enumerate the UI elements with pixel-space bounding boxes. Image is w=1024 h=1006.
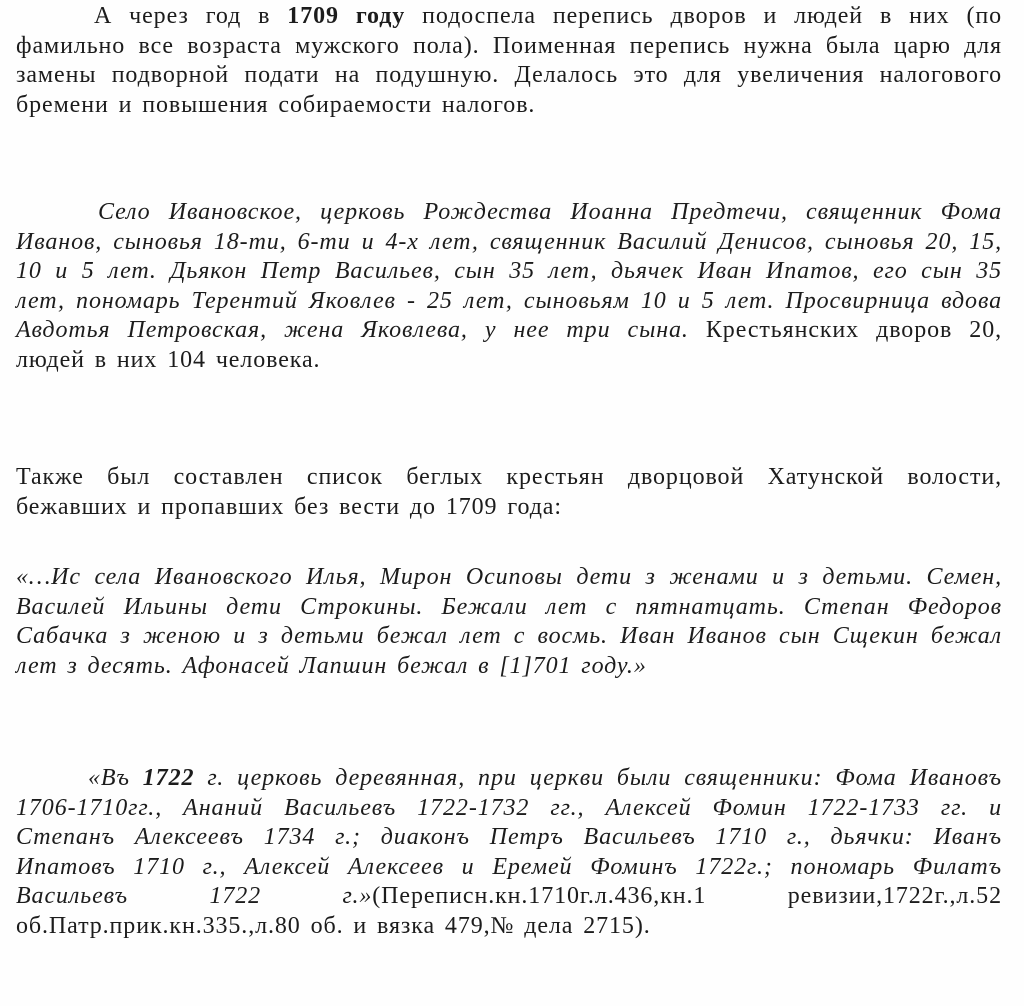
paragraph-church-1722 — [16, 764, 1002, 941]
bold-year: 1709 году — [287, 3, 406, 29]
text-run: А через год в — [94, 3, 288, 29]
paragraph-fugitives-intro — [16, 463, 1002, 522]
paragraph-census-1709 — [16, 2, 1002, 120]
italic-quote: Село Ивановское, церковь Рождества Иоанна Предтечи, священник Фома Иванов, сыновья 18-ти, 6-ти и 4-х лет, священник Василий Денисов, сыновья 20, 15, 10 и 5 лет. Дьякон Петр Васильев, сын 35 лет, дьячек Иван Ипатов, его сын 35 лет, пономарь Терентий Яковлев - 25 лет, сыновьям 10 и 5 лет. Просвирница вдова Авдотья Петровская, жена Яковлева, у нее три сына. — [16, 199, 1002, 343]
italic-quote: «…Ис села Ивановского Илья, Мирон Осиповы дети з женами и з детьми. Семен, Василей Ильины дети Строкины. Бежали лет с пятнатцать. Степан Федоров Сабачка з женою и з детьми бежал лет с восмь. Иван Иванов сын Сщекин бежал лет з десять. Афонасей Лапшин бежал в [1]701 году.» — [16, 564, 1002, 679]
italic-quote: г. церковь деревянная, при церкви были священники: Фома Ивановъ 1706-1710гг., Ананий Васильевъ 1722-1732 гг., Алексей Фомин 1722-1733 гг. и Степанъ Алексеевъ 1734 г.; диаконъ Петръ Васильевъ 1710 г., дьячки: Иванъ Ипатовъ 1710 г., Алексей Алексеев и Еремей Фоминъ 1722г.; пономарь Филатъ Васильевъ 1722 г.» — [16, 765, 1003, 909]
italic-quote: «Въ — [88, 765, 143, 791]
paragraph-village-record — [16, 198, 1002, 375]
paragraph-fugitives-quote — [16, 563, 1002, 681]
text-run: Также был составлен список беглых крестьян дворцовой Хатунской волости, бежавших и пропавших без вести до 1709 года: — [16, 464, 1002, 520]
source-citation: (Переписн.кн.1710г.л.436,кн.1 ревизии,1722г.,л.52 об.Патр.прик.кн.335.,л.80 об. и вязка 479,№ дела 2715). — [16, 883, 1002, 939]
text-run: Крестьянских дворов 20, людей в них 104 человека. — [16, 317, 1002, 373]
bold-year: 1722 — [142, 765, 195, 791]
text-run: подоспела перепись дворов и людей в них (по фамильно все возраста мужского пола). Поименная перепись нужна была царю для замены подворной подати на подушную. Делалось это для увеличения налогового бремени и повышения собираемости налогов. — [16, 3, 1002, 118]
